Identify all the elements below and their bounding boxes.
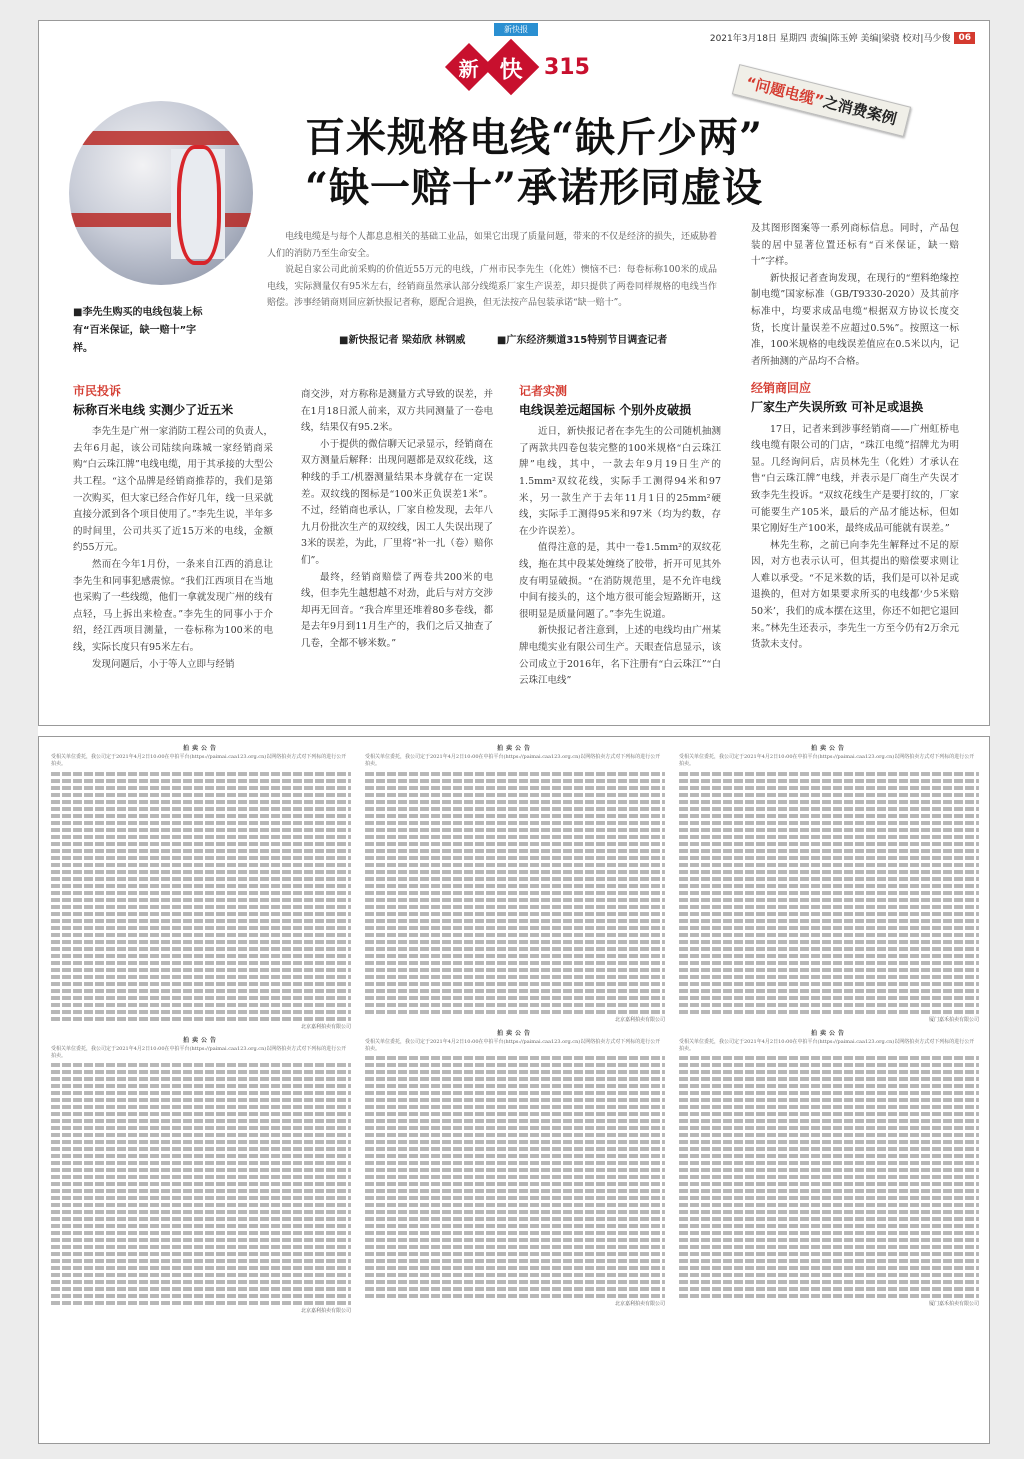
lead-p2: 说起自家公司此前采购的价值近55万元的电线，广州市民李先生（化姓）懊恼不已：每卷标称100米的成品电线，实际测量仅有95米左右，经销商虽然承认部分线缆系厂家生产误差，却只提供了两卷同样规格的电线当作赔偿。涉事经销商则回应新快报记者称，愿配合退换，但无法按产品包装承诺“缺一赔十”。 — [267, 265, 717, 308]
notice-footer: 北京嘉利拍卖有限公司 — [614, 1301, 665, 1308]
col4-p4: 林先生称，之前已向李先生解释过不足的原因，对方也表示认可，但其提出的赔偿要求则让人难以承受。“不足米数的话，我们是可以补足或退换的，但对方如果要求所买的电线都‘少5米赔50米’，我们的成本摆在这里，你还不如把它退回来。”林先生还表示，李先生一方至今仍有2万余元货款未支付。 — [751, 539, 959, 651]
auction-notice — [51, 1037, 351, 1316]
subhead-dealer: 厂家生产失误所致 可补足或退换 — [751, 399, 924, 414]
column-complaint-cont — [301, 387, 493, 653]
stamp-quote: “问题电缆” — [743, 73, 826, 111]
auction-notice — [365, 745, 665, 1024]
notice-title: 拍卖公告 — [810, 1029, 847, 1037]
col3-p3: 新快报记者注意到，上述的电线均由广州某牌电缆实业有限公司生产。天眼查信息显示，该公司成立于2016年，名下注册有“白云珠江”“白云珠江电线” — [519, 625, 721, 687]
byline-channel: ■广东经济频道315特别节目调查记者 — [496, 335, 668, 346]
headline-line-2: “缺一赔十”承诺形同虚设 — [305, 164, 764, 211]
notice-title: 拍卖公告 — [810, 745, 847, 752]
col2-p3: 最终，经销商赔偿了两卷共200米的电线，但李先生越想越不对劲，此后与对方交涉却再无回音。“我合库里还堆着80多卷线，都是去年9月到11月生产的，我们之后又抽查了几卷，全都不够米数。” — [301, 571, 493, 649]
brand-tag: 新快报 — [494, 23, 538, 36]
auction-notice — [51, 745, 351, 1031]
notice-title: 拍卖公告 — [182, 745, 219, 752]
auction-notices — [38, 736, 990, 1444]
headline-line-1: 百米规格电线“缺斤少两” — [305, 114, 764, 161]
notice-column-1 — [51, 745, 351, 1435]
page-folio — [710, 31, 975, 44]
byline-reporters: ■新快报记者 梁茹欣 林钢威 — [339, 335, 466, 346]
notice-footer: 厦门嘉禾拍卖有限公司 — [928, 1301, 979, 1308]
logo-315: 315 — [544, 54, 590, 80]
section-complaint: 市民投诉 — [73, 384, 122, 398]
lead-p1: 电线电缆是与每个人都息息相关的基础工业品，如果它出现了质量问题，带来的不仅是经济的损失，还威胁着人们的消防乃至生命安全。 — [267, 232, 718, 259]
notice-intro: 受相关单位委托，我公司定于2021年4月2日10:00在中拍平台(https://paimai.caa123.org.cn)以网络拍卖方式对下列标的进行公开拍卖。 — [51, 1046, 347, 1060]
col4-p1: 及其图形图案等一系列商标信息。同时，产品包装的居中显著位置还标有“百米保证，缺一赔十”字样。 — [751, 223, 959, 268]
folio-text: 2021年3月18日 星期四 责编|陈玉婷 美编|梁骁 校对|马少俊 — [709, 34, 951, 44]
notice-footer: 北京嘉利拍卖有限公司 — [614, 1016, 665, 1023]
notice-column-3 — [679, 745, 979, 1435]
subhead-complaint: 标称百米电线 实测少了近五米 — [73, 402, 234, 417]
cable-package-photo — [69, 101, 253, 285]
col3-p2: 值得注意的是，其中一卷1.5mm²的双纹花线，拖在其中段某处缠绕了胶带，折开可见其外皮有明显破损。“在消防规范里，是不允许电线中间有接头的，这个地方很可能会短路断开，这很明显是质量问题了。”李先生说道。 — [519, 542, 721, 620]
col1-p3: 发现问题后，小于等人立即与经销 — [92, 658, 235, 670]
xinkuai-315-logo — [452, 47, 590, 87]
section-dealer: 经销商回应 — [751, 381, 812, 396]
subhead-test: 电线误差远超国标 个别外皮破损 — [519, 402, 692, 417]
notice-footer: 北京嘉利拍卖有限公司 — [300, 1308, 351, 1315]
notice-title: 拍卖公告 — [496, 745, 533, 752]
notice-footer: 厦门嘉禾拍卖有限公司 — [928, 1016, 979, 1023]
auction-notice — [365, 1030, 665, 1309]
section-test: 记者实测 — [519, 384, 568, 398]
notice-column-2 — [365, 745, 665, 1435]
byline — [339, 331, 695, 346]
notice-intro: 受相关单位委托，我公司定于2021年4月2日10:00在中拍平台(https://paimai.caa123.org.cn)以网络拍卖方式对下列标的进行公开拍卖。 — [679, 754, 975, 768]
photo-caption: ■李先生购买的电线包装上标有“百米保证，缺一赔十”字样。 — [73, 307, 203, 354]
column-test — [519, 383, 721, 690]
notice-footer: 北京嘉利拍卖有限公司 — [300, 1023, 351, 1030]
notice-intro: 受相关单位委托，我公司定于2021年4月2日10:00在中拍平台(https://paimai.caa123.org.cn)以网络拍卖方式对下列标的进行公开拍卖。 — [365, 1039, 661, 1053]
auction-notice — [679, 745, 979, 1024]
highlight-circle — [177, 145, 221, 265]
headline — [305, 113, 763, 213]
page-number: 06 — [954, 32, 975, 44]
column-dealer — [751, 221, 959, 654]
notice-intro: 受相关单位委托，我公司定于2021年4月2日10:00在中拍平台(https://paimai.caa123.org.cn)以网络拍卖方式对下列标的进行公开拍卖。 — [51, 754, 347, 768]
col1-p1: 李先生是广州一家消防工程公司的负责人，去年6月起，该公司陆续向珠城一家经销商采购“白云珠江牌”电线电缆，用于其承接的大型公共工程。“这个品牌是经销商推荐的，我们是第一次购买，但大家已经合作好几年，线一旦采就直接分派到各个项目使用了。”李先生说，半年多的时间里，公司共买了近15万米的电线，金额约55万元。 — [73, 426, 273, 554]
col1-p2: 然而在今年1月份，一条来自江西的消息让李先生和同事犯感震惊。“我们江西项目在当地也采购了一些线缆，他们一拿就发现广州的线有点轻，马上拆出来检查。”李先生的同事小于介绍，经江西项目测量，一卷标称为100米的电线，实际长度只有95米左右。 — [73, 558, 273, 653]
column-complaint — [73, 383, 273, 673]
notice-intro: 受相关单位委托，我公司定于2021年4月2日10:00在中拍平台(https://paimai.caa123.org.cn)以网络拍卖方式对下列标的进行公开拍卖。 — [365, 754, 661, 768]
notice-title: 拍卖公告 — [182, 1036, 219, 1044]
auction-notice — [679, 1030, 979, 1309]
col2-p1: 商交涉，对方称称是测量方式导致的误差，并在1月18日派人前来，双方共同测量了一卷电线，结果仅有95.2米。 — [301, 389, 493, 434]
logo-char-kuai: 快 — [499, 56, 523, 83]
notice-intro: 受相关单位委托，我公司定于2021年4月2日10:00在中拍平台(https://paimai.caa123.org.cn)以网络拍卖方式对下列标的进行公开拍卖。 — [679, 1039, 975, 1053]
feature-article — [38, 20, 990, 726]
col4-p3: 17日，记者来到涉事经销商——广州虹桥电线电缆有限公司的门店，“珠江电缆”招牌尤为明显。几经询问后，店员林先生（化姓）才承认在售“白云珠江牌”电线，并表示是厂商生产失误才致李先生投诉。“双纹花线生产是要打纹的，厂家可能要生产105米，最后的产品才能达标，但如果它刚好生产100米，最终成品可能就有误差。” — [751, 423, 959, 535]
lead-paragraph — [267, 229, 717, 312]
col4-p2: 新快报记者查询发现，在现行的“塑料绝缘控制电缆”国家标准（GB/T9330-2020）及其前序标准中，均要求成品电缆“根据双方协议长度交货，长度计量误差不应超过0.5%”。按照这一标准，100米规格的电线误差值应在0.5米以内，记者所抽测的产品均不合格。 — [751, 272, 959, 367]
col3-p1: 近日，新快报记者在李先生的公司随机抽测了两款共四卷包装完整的100米规格“白云珠江牌”电线，其中，一款去年9月19日生产的1.5mm²双纹花线，实际手工测得94米和97米，另一款生产于去年11月1日的25mm²硬线，实际手工测得95米和97米（均为约数，存在少许误差）。 — [519, 426, 721, 537]
notice-title: 拍卖公告 — [496, 1029, 533, 1037]
col2-p2: 小于提供的微信聊天记录显示，经销商在双方测量后解释：出现问题都是双纹花线，这种线的手工/机器测量结果本身就存在一定误差。双纹线的图标是“100米正负误差1米”。不过，经销商也承认，厂家自检发现，去年八九月份批次生产的双绞线，因工人失误出现了3米的误差，为此，厂里将“补一扎（卷）赔你们”。 — [301, 438, 493, 566]
logo-char-xin: 新 — [459, 56, 479, 81]
newspaper-page — [38, 20, 990, 1444]
stamp-rest: 之消费案例 — [821, 92, 899, 129]
